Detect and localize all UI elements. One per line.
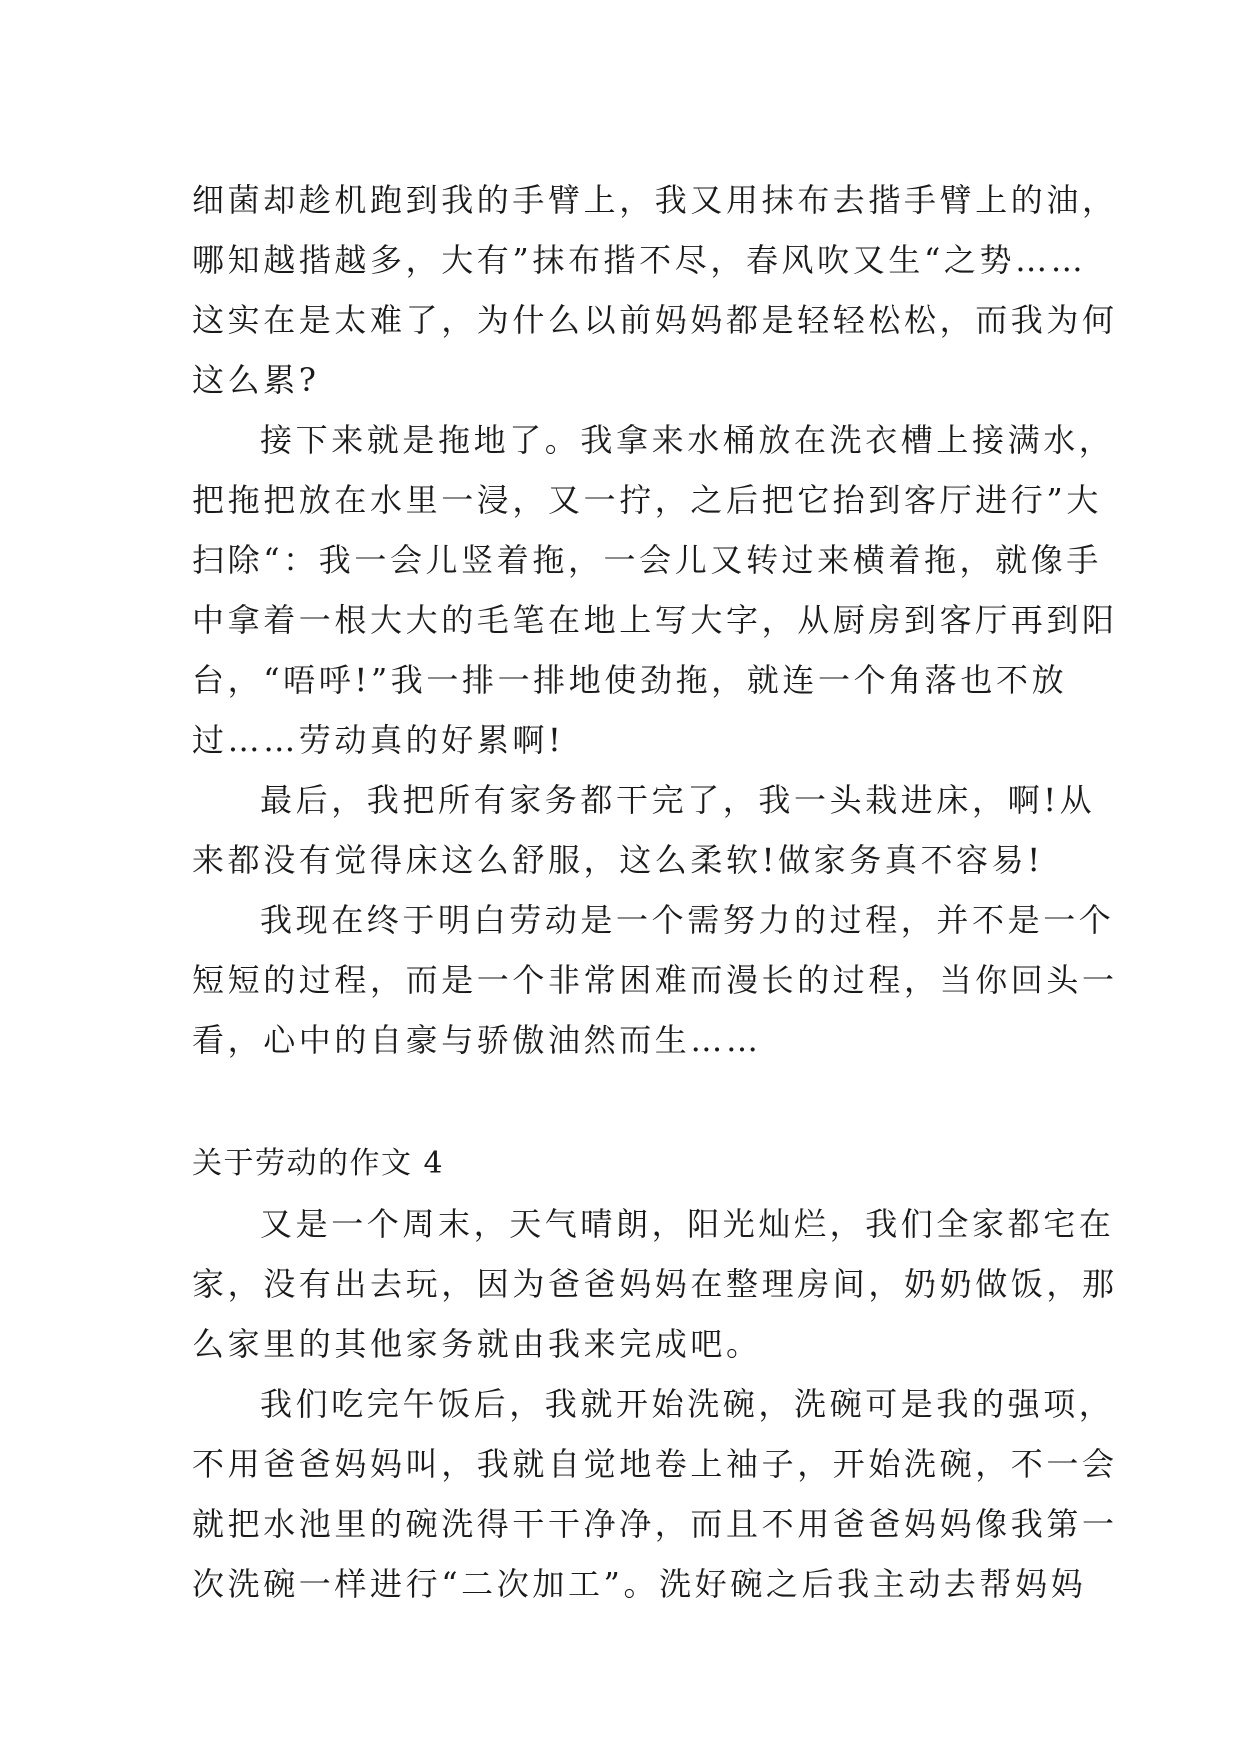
text-line: 我现在终于明白劳动是一个需努力的过程，并不是一个 [260, 901, 1115, 939]
text-line: 把拖把放在水里一浸，又一拧，之后把它抬到客厅进行”大 [192, 481, 1102, 519]
text-line: 短短的过程，而是一个非常困难而漫长的过程，当你回头一 [192, 961, 1118, 999]
text-line: 最后，我把所有家务都干完了，我一头栽进床，啊!从 [260, 781, 1096, 819]
text-line: 次洗碗一样进行“二次加工”。洗好碗之后我主动去帮妈妈 [192, 1565, 1087, 1603]
text-line: 这么累? [192, 361, 320, 399]
paragraph [192, 170, 1118, 410]
text-line: 这实在是太难了，为什么以前妈妈都是轻轻松松，而我为何 [192, 301, 1118, 339]
section-title: 关于劳动的作文 4 [192, 1146, 445, 1181]
paragraph [192, 770, 1096, 890]
text-line: 看，心中的自豪与骄傲油然而生…… [192, 1021, 762, 1059]
text-line: 来都没有觉得床这么舒服，这么柔软!做家务真不容易! [192, 841, 1044, 879]
text-line: 不用爸爸妈妈叫，我就自觉地卷上袖子，开始洗碗，不一会 [192, 1445, 1118, 1483]
section-spacer [192, 1070, 1054, 1134]
text-line: 扫除“：我一会儿竖着拖，一会儿又转过来横着拖，就像手 [192, 541, 1102, 579]
paragraph [192, 1194, 1118, 1374]
text-line: 接下来就是拖地了。我拿来水桶放在洗衣槽上接满水， [260, 421, 1115, 459]
text-line: 中拿着一根大大的毛笔在地上写大字，从厨房到客厅再到阳 [192, 601, 1118, 639]
text-line: 哪知越揩越多，大有”抹布揩不尽，春风吹又生“之势…… [192, 241, 1087, 279]
text-line: 么家里的其他家务就由我来完成吧。 [192, 1325, 762, 1363]
text-line: 又是一个周末，天气晴朗，阳光灿烂，我们全家都宅在 [260, 1205, 1115, 1243]
text-line: 台，“唔呼!”我一排一排地使劲拖，就连一个角落也不放 [192, 661, 1068, 699]
text-line: 我们吃完午饭后，我就开始洗碗，洗碗可是我的强项， [260, 1385, 1115, 1423]
text-line: 过……劳动真的好累啊! [192, 721, 565, 759]
document-body [192, 170, 1118, 1614]
text-line: 就把水池里的碗洗得干干净净，而且不用爸爸妈妈像我第一 [192, 1505, 1118, 1543]
paragraph [192, 410, 1118, 770]
paragraph [192, 890, 1118, 1070]
text-line: 家，没有出去玩，因为爸爸妈妈在整理房间，奶奶做饭，那 [192, 1265, 1118, 1303]
paragraph [192, 1374, 1118, 1614]
text-line: 细菌却趁机跑到我的手臂上，我又用抹布去揩手臂上的油， [192, 181, 1118, 219]
